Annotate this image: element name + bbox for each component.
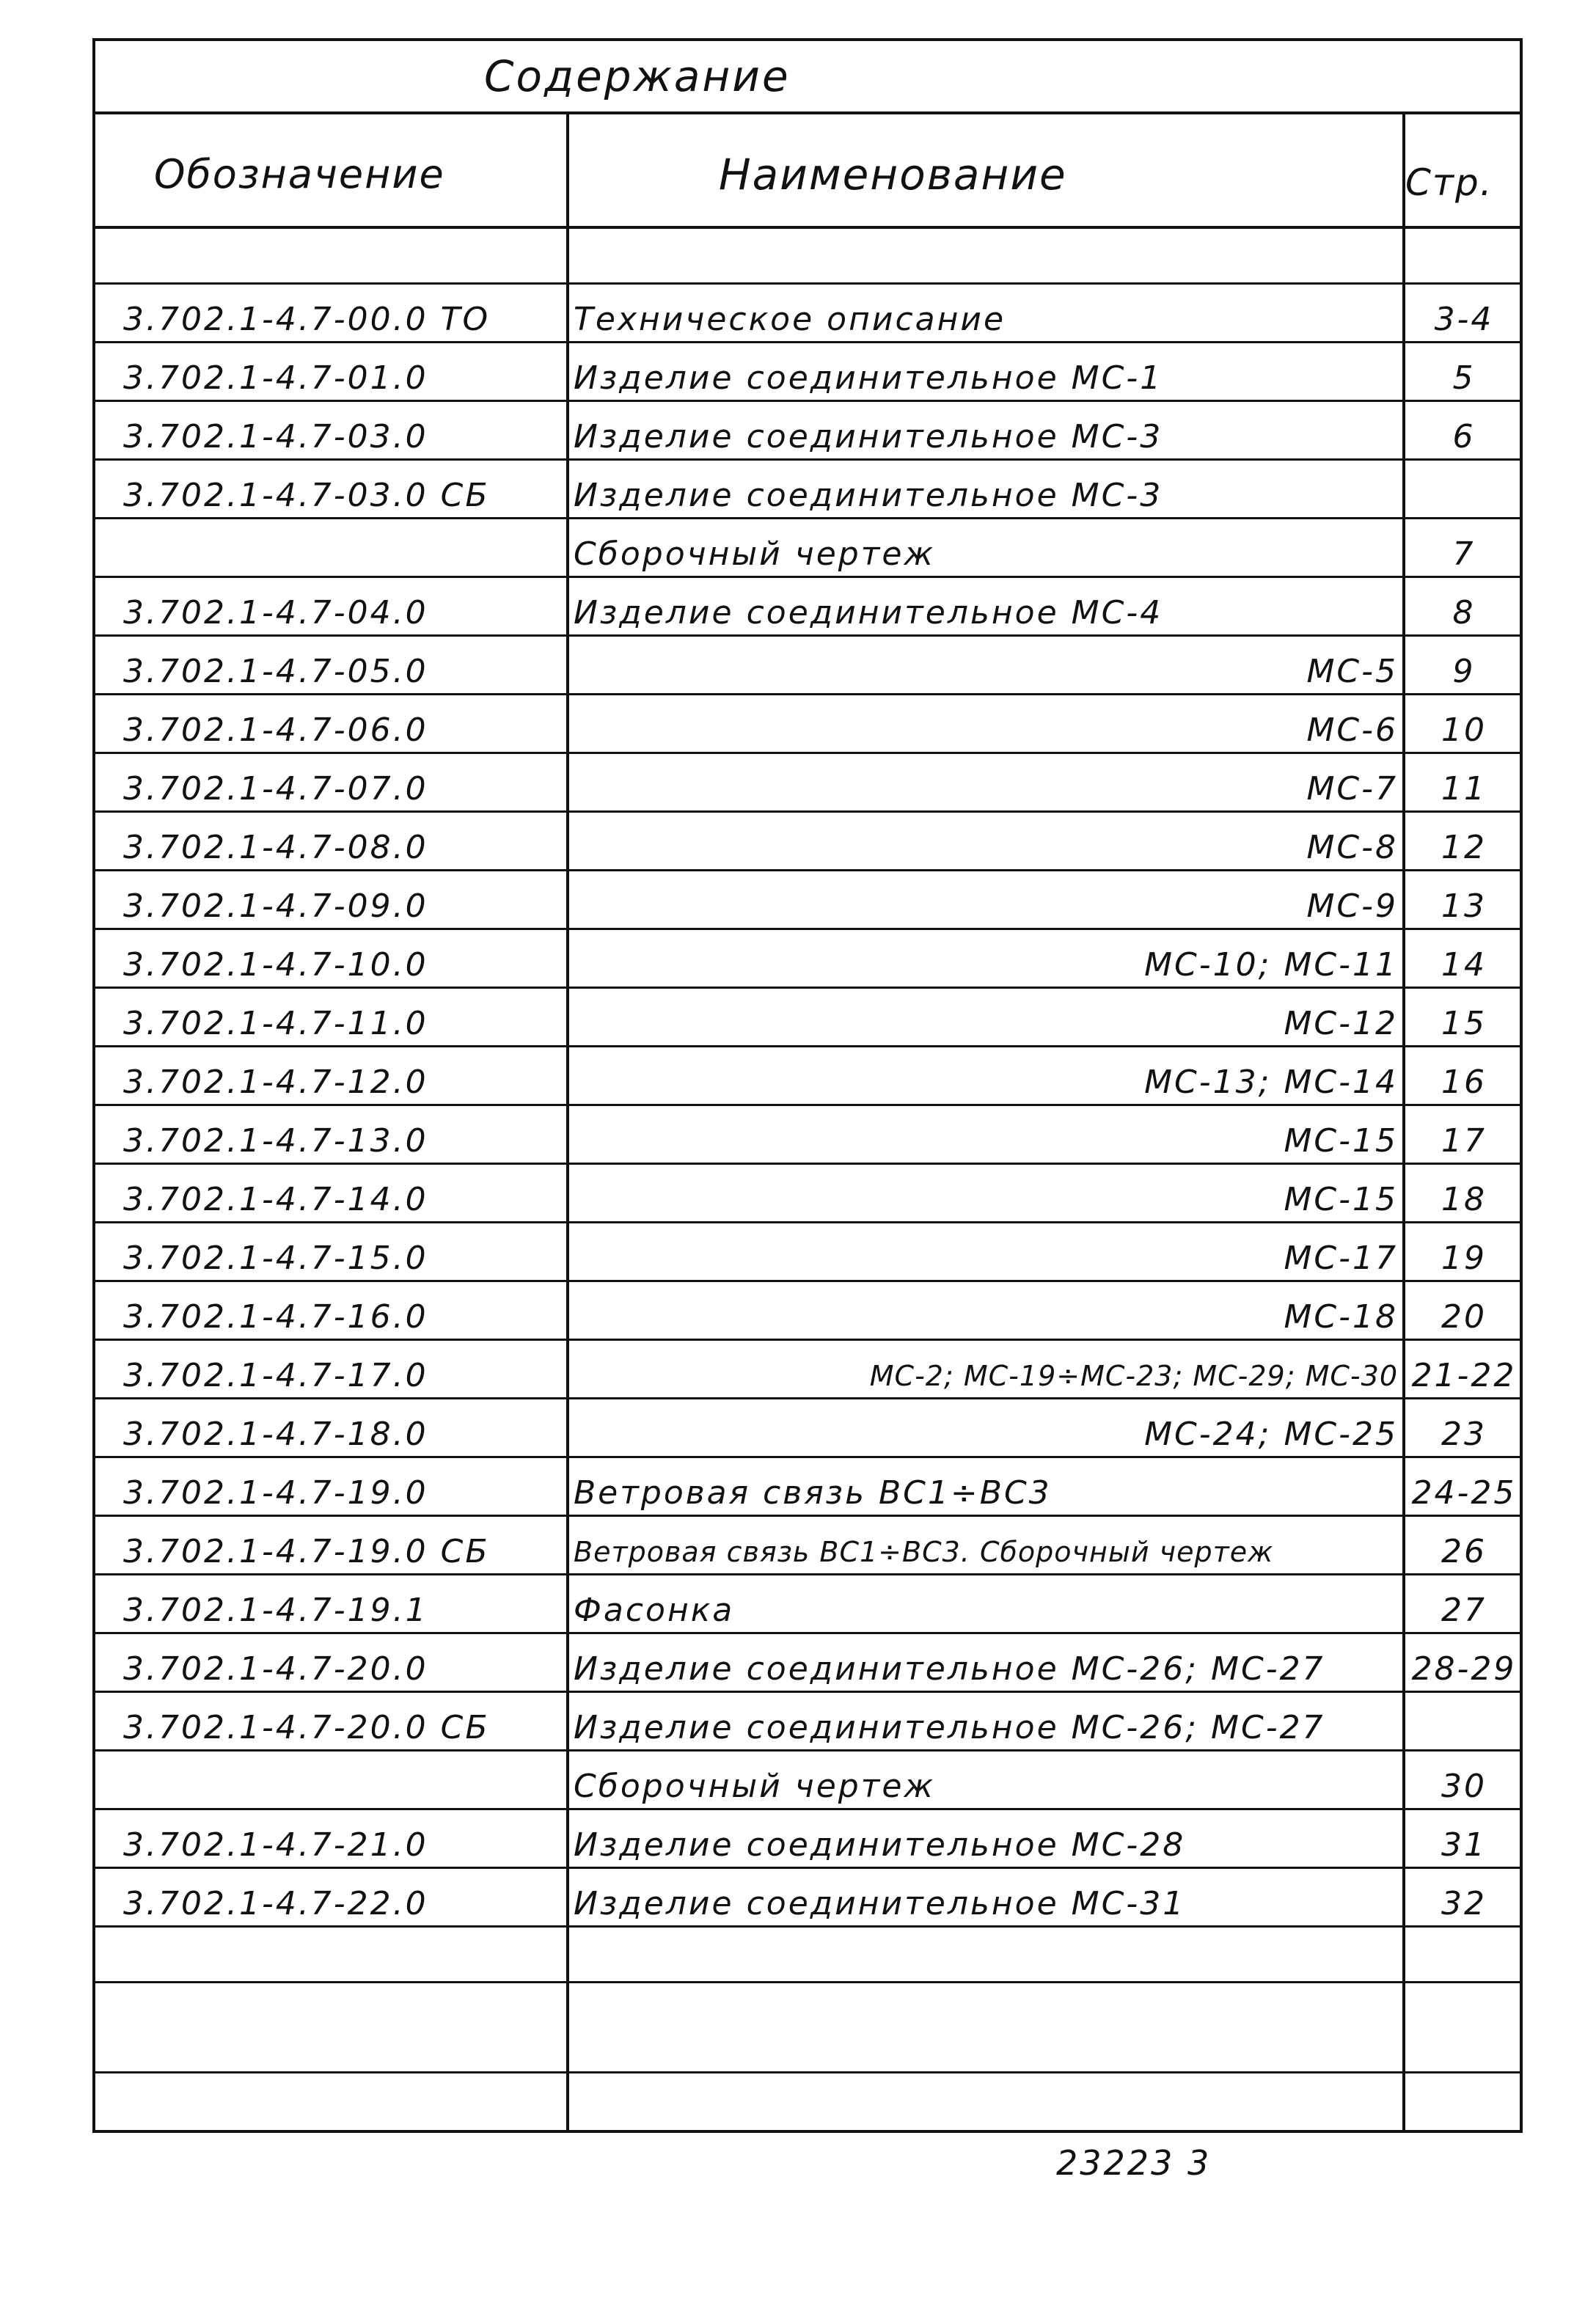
row-name: Изделие соединительное МС-1 [574, 359, 1163, 397]
title-row [95, 41, 1520, 114]
row-page: 11 [1441, 770, 1487, 808]
table-row [95, 285, 1520, 343]
row-code: 3.702.1-4.7-08.0 [123, 829, 428, 866]
row-page: 19 [1441, 1240, 1487, 1277]
table-header [95, 114, 1520, 229]
table-row [95, 695, 1520, 754]
row-page: 10 [1441, 711, 1487, 749]
row-code: 3.702.1-4.7-11.0 [123, 1005, 428, 1042]
column-header-name: Наименование [719, 150, 1067, 200]
row-code: 3.702.1-4.7-12.0 [123, 1064, 428, 1101]
contents-table [95, 229, 1520, 1983]
row-page: 9 [1452, 653, 1476, 690]
row-code: 3.702.1-4.7-04.0 [123, 594, 428, 632]
row-name: Изделие соединительное МС-31 [574, 1885, 1186, 1922]
row-name: Изделие соединительное МС-4 [574, 594, 1163, 632]
table-row [95, 1399, 1520, 1458]
row-name: Сборочный чертеж [574, 1768, 936, 1805]
row-name: Сборочный чертеж [574, 535, 936, 573]
row-page: 16 [1441, 1064, 1487, 1101]
row-code: 3.702.1-4.7-16.0 [123, 1298, 428, 1336]
row-page: 28-29 [1411, 1650, 1517, 1688]
row-name: МС-5 [1306, 653, 1398, 690]
table-row [95, 519, 1520, 578]
table-row [95, 1869, 1520, 1928]
row-page: 6 [1452, 418, 1476, 455]
row-name: Изделие соединительное МС-3 [574, 418, 1163, 455]
row-name: Изделие соединительное МС-3 [574, 477, 1163, 514]
table-row [95, 1047, 1520, 1106]
row-code: 3.702.1-4.7-10.0 [123, 946, 428, 984]
row-code: 3.702.1-4.7-19.1 [123, 1592, 428, 1629]
table-row [95, 1810, 1520, 1869]
row-page: 26 [1441, 1533, 1487, 1570]
row-code: 3.702.1-4.7-22.0 [123, 1885, 428, 1922]
row-name: Изделие соединительное МС-28 [574, 1826, 1186, 1864]
row-name: Фасонка [574, 1592, 735, 1629]
row-name: Техническое описание [574, 301, 1006, 338]
row-code: 3.702.1-4.7-09.0 [123, 887, 428, 925]
table-row [95, 871, 1520, 930]
table-row [95, 813, 1520, 871]
row-page: 32 [1441, 1885, 1487, 1922]
row-name: Изделие соединительное МС-26; МС-27 [574, 1709, 1325, 1746]
row-page: 3-4 [1434, 301, 1494, 338]
row-code: 3.702.1-4.7-20.0 СБ [123, 1709, 490, 1746]
table-row [95, 1458, 1520, 1517]
table-row-empty [95, 1928, 1520, 1983]
row-code: 3.702.1-4.7-00.0 ТО [123, 301, 491, 338]
row-code: 3.702.1-4.7-15.0 [123, 1240, 428, 1277]
row-name: МС-10; МС-11 [1144, 946, 1398, 984]
row-code: 3.702.1-4.7-13.0 [123, 1122, 428, 1160]
row-code: 3.702.1-4.7-05.0 [123, 653, 428, 690]
table-row [95, 930, 1520, 989]
row-page: 8 [1452, 594, 1476, 632]
row-name: МС-12 [1284, 1005, 1398, 1042]
table-row [95, 1634, 1520, 1693]
table-row [95, 637, 1520, 695]
table-row [95, 461, 1520, 519]
page-title: Содержание [484, 51, 791, 101]
row-name: МС-6 [1306, 711, 1398, 749]
row-page: 14 [1441, 946, 1487, 984]
row-code: 3.702.1-4.7-19.0 СБ [123, 1533, 490, 1570]
row-code: 3.702.1-4.7-14.0 [123, 1181, 428, 1218]
table-row [95, 343, 1520, 402]
column-header-page: Стр. [1405, 161, 1493, 204]
sheet-number: 23223 3 [1056, 2143, 1212, 2183]
table-row [95, 1517, 1520, 1575]
row-page: 7 [1452, 535, 1476, 573]
table-row [95, 1282, 1520, 1341]
row-code: 3.702.1-4.7-03.0 [123, 418, 428, 455]
row-name: Ветровая связь ВС1÷ВС3. Сборочный чертеж [574, 1536, 1274, 1568]
table-row [95, 1106, 1520, 1165]
row-page: 27 [1441, 1592, 1487, 1629]
row-page: 5 [1452, 359, 1476, 397]
row-name: Изделие соединительное МС-26; МС-27 [574, 1650, 1325, 1688]
table-row [95, 1575, 1520, 1634]
table-row [95, 1165, 1520, 1223]
table-row [95, 754, 1520, 813]
table-row-empty [95, 2071, 1520, 2130]
row-page: 18 [1441, 1181, 1487, 1218]
row-name: МС-9 [1306, 887, 1398, 925]
row-name: МС-15 [1284, 1122, 1398, 1160]
row-page: 23 [1441, 1416, 1487, 1453]
row-page: 13 [1441, 887, 1487, 925]
row-name: МС-18 [1284, 1298, 1398, 1336]
row-page: 21-22 [1411, 1357, 1517, 1394]
row-page: 31 [1441, 1826, 1487, 1864]
row-name: МС-15 [1284, 1181, 1398, 1218]
row-code: 3.702.1-4.7-07.0 [123, 770, 428, 808]
row-page: 30 [1441, 1768, 1487, 1805]
table-row [95, 989, 1520, 1047]
row-code: 3.702.1-4.7-17.0 [123, 1357, 428, 1394]
row-name: МС-17 [1284, 1240, 1398, 1277]
row-name: МС-24; МС-25 [1144, 1416, 1398, 1453]
row-page: 20 [1441, 1298, 1487, 1336]
row-name: МС-2; МС-19÷МС-23; МС-29; МС-30 [869, 1360, 1398, 1392]
row-code: 3.702.1-4.7-20.0 [123, 1650, 428, 1688]
row-name: МС-8 [1306, 829, 1398, 866]
row-code: 3.702.1-4.7-19.0 [123, 1474, 428, 1512]
table-row-empty [95, 229, 1520, 285]
table-row [95, 1693, 1520, 1752]
table-row [95, 1752, 1520, 1810]
row-page: 17 [1441, 1122, 1487, 1160]
row-name: МС-7 [1306, 770, 1398, 808]
table-row [95, 578, 1520, 637]
row-code: 3.702.1-4.7-03.0 СБ [123, 477, 490, 514]
row-page: 24-25 [1411, 1474, 1517, 1512]
row-name: МС-13; МС-14 [1144, 1064, 1398, 1101]
table-row [95, 402, 1520, 461]
row-code: 3.702.1-4.7-21.0 [123, 1826, 428, 1864]
table-row [95, 1341, 1520, 1399]
contents-sheet [92, 38, 1523, 2133]
row-page: 15 [1441, 1005, 1487, 1042]
row-code: 3.702.1-4.7-18.0 [123, 1416, 428, 1453]
row-page: 12 [1441, 829, 1487, 866]
row-name: Ветровая связь ВС1÷ВС3 [574, 1474, 1052, 1512]
column-header-code: Обозначение [154, 151, 445, 197]
table-row [95, 1223, 1520, 1282]
row-code: 3.702.1-4.7-01.0 [123, 359, 428, 397]
row-code: 3.702.1-4.7-06.0 [123, 711, 428, 749]
